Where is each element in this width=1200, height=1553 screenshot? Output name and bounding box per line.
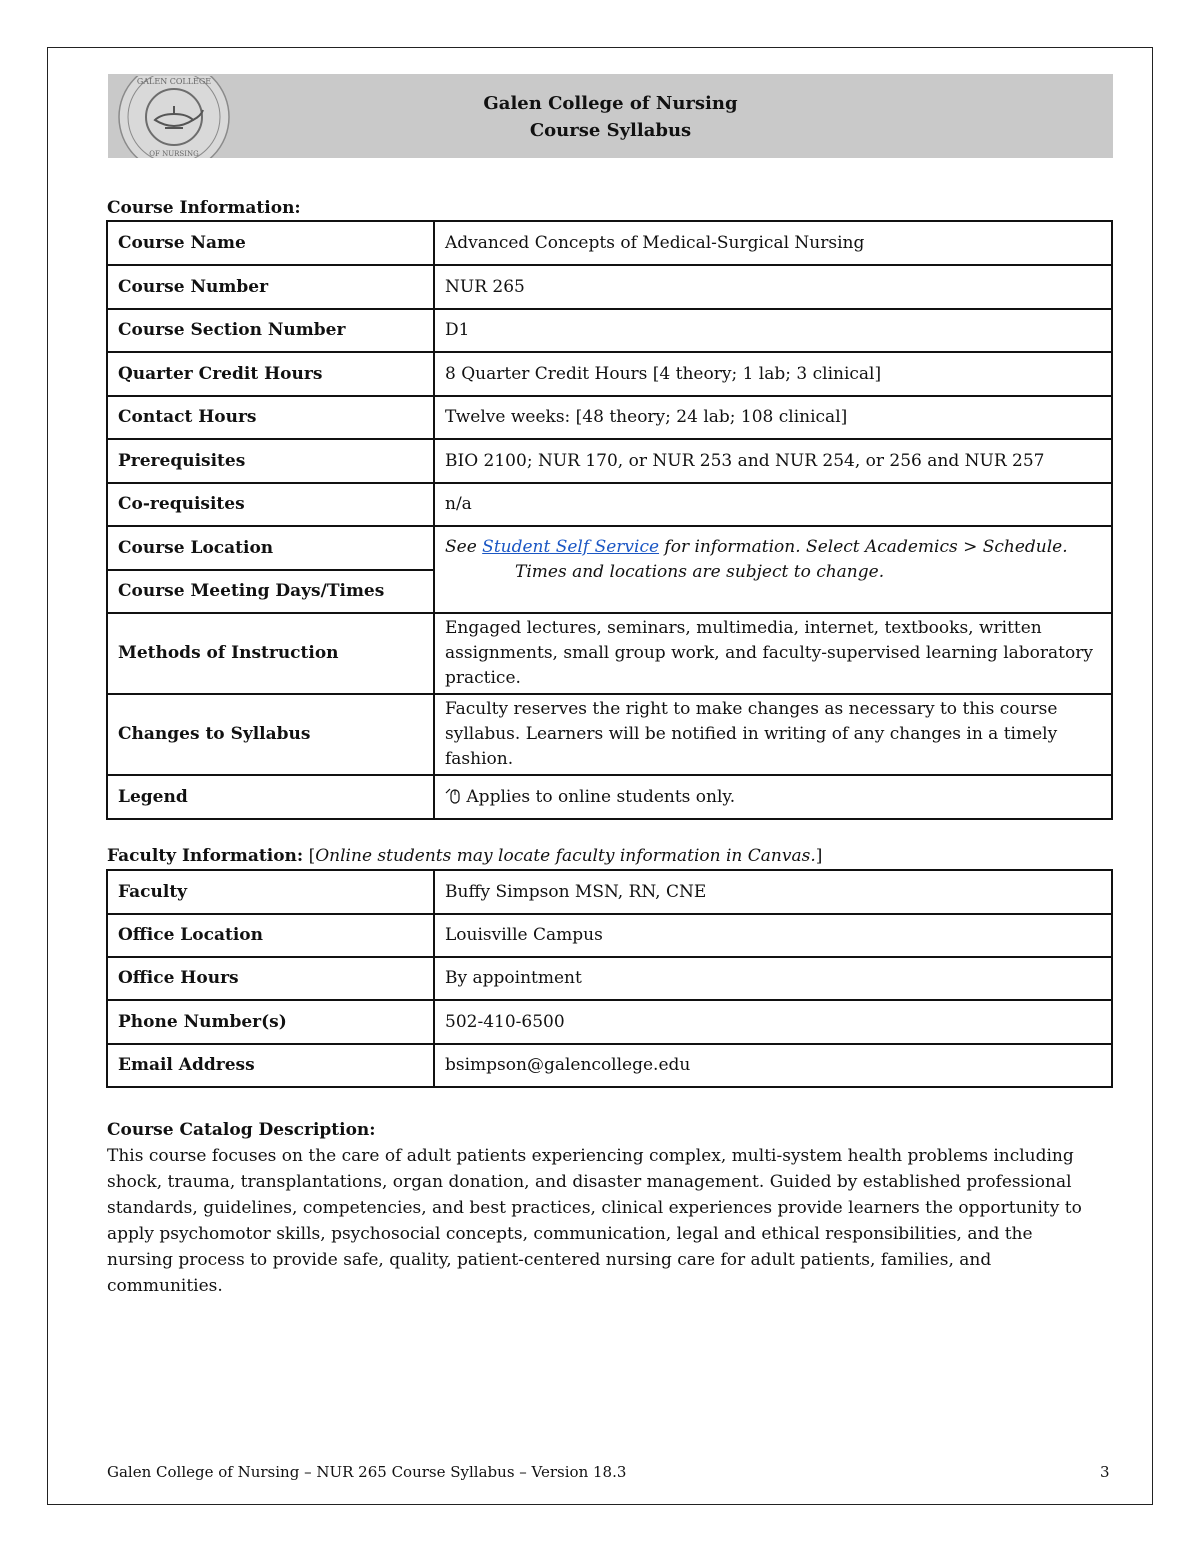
catalog-title: Course Catalog Description: [107, 1120, 376, 1140]
row-key: Changes to Syllabus [107, 694, 434, 775]
location-note-prefix: See [445, 537, 483, 557]
document-title: Course Syllabus [529, 120, 692, 141]
row-value: 8 Quarter Credit Hours [4 theory; 1 lab; 3 clinical] [434, 352, 1112, 396]
row-value: NUR 265 [434, 265, 1112, 309]
row-key: Course Name [107, 221, 434, 265]
row-key: Office Hours [107, 957, 434, 1000]
row-value: By appointment [434, 957, 1112, 1000]
row-value: 502-410-6500 [434, 1000, 1112, 1044]
row-key: Legend [107, 775, 434, 819]
course-info-label: Course Information: [107, 198, 301, 218]
row-value: n/a [434, 483, 1112, 526]
legend-value [434, 775, 1112, 819]
location-note-suffix: for information. Select Academics > Schedule. [659, 537, 1068, 557]
table-row [107, 309, 1112, 352]
student-self-service-link[interactable]: Student Self Service [482, 537, 660, 557]
logo-bottom-text: OF NURSING [149, 150, 199, 158]
table-row [107, 775, 1112, 819]
row-key: Co-requisites [107, 483, 434, 526]
table-row [107, 694, 1112, 775]
table-row [107, 613, 1112, 694]
row-value: Engaged lectures, seminars, multimedia, internet, textbooks, written assignments, small group work, and faculty-supervised learning laboratory practice. [434, 613, 1112, 694]
footer-text: Galen College of Nursing – NUR 265 Course Syllabus – Version 18.3 [107, 1463, 627, 1481]
location-note [434, 526, 1112, 613]
row-value: Faculty reserves the right to make changes as necessary to this course syllabus. Learners will be notified in writing of any changes in a timely fashion. [434, 694, 1112, 775]
table-row [107, 526, 1112, 570]
table-row [107, 483, 1112, 526]
row-key: Office Location [107, 914, 434, 957]
table-row [107, 439, 1112, 483]
catalog-description [107, 1117, 1097, 1299]
table-row [107, 1000, 1112, 1044]
faculty-info-table [106, 869, 1113, 1088]
row-key: Prerequisites [107, 439, 434, 483]
row-key: Course Number [107, 265, 434, 309]
college-name: Galen College of Nursing [483, 93, 738, 114]
row-key: Quarter Credit Hours [107, 352, 434, 396]
page-number: 3 [1100, 1463, 1110, 1481]
table-row [107, 396, 1112, 439]
row-value: Buffy Simpson MSN, RN, CNE [434, 870, 1112, 914]
row-key: Phone Number(s) [107, 1000, 434, 1044]
row-value: D1 [434, 309, 1112, 352]
table-row [107, 352, 1112, 396]
catalog-body: This course focuses on the care of adult patients experiencing complex, multi-system health problems including shock, trauma, transplantations, organ donation, and disaster management. Guided by established professional standards, guidelines, competencies, and best practices, clinical experiences provide learners the opportunity to apply psychomotor skills, psychosocial concepts, communication, legal and ethical responsibilities, and the nursing process to provide safe, quality, patient-centered nursing care for adult patients, families, and communities. [107, 1146, 1082, 1296]
course-info-table [106, 220, 1113, 820]
table-row [107, 914, 1112, 957]
table-row [107, 1044, 1112, 1087]
table-row [107, 221, 1112, 265]
legend-text: Applies to online students only. [466, 786, 736, 807]
location-note-line2: Times and locations are subject to change. [515, 562, 885, 582]
table-row [107, 265, 1112, 309]
mouse-cursor-icon [445, 787, 461, 805]
row-key: Course Location [107, 526, 434, 570]
logo-top-text: GALEN COLLEGE [136, 77, 212, 86]
table-row [107, 957, 1112, 1000]
row-value: Advanced Concepts of Medical-Surgical Nursing [434, 221, 1112, 265]
faculty-note: Online students may locate faculty information in Canvas. [315, 846, 816, 866]
row-value: Twelve weeks: [48 theory; 24 lab; 108 clinical] [434, 396, 1112, 439]
row-value: Louisville Campus [434, 914, 1112, 957]
row-key: Course Meeting Days/Times [107, 570, 434, 613]
faculty-info-label [107, 846, 822, 866]
row-key: Course Section Number [107, 309, 434, 352]
row-key: Email Address [107, 1044, 434, 1087]
row-key: Faculty [107, 870, 434, 914]
row-key: Methods of Instruction [107, 613, 434, 694]
faculty-note-close: ] [815, 846, 823, 866]
row-key: Contact Hours [107, 396, 434, 439]
page-title [108, 90, 1113, 144]
row-value: BIO 2100; NUR 170, or NUR 253 and NUR 254, or 256 and NUR 257 [434, 439, 1112, 483]
table-row [107, 870, 1112, 914]
faculty-note-open: [ [303, 846, 316, 866]
email-value[interactable]: bsimpson@galencollege.edu [434, 1044, 1112, 1087]
faculty-info-title: Faculty Information: [107, 846, 304, 866]
